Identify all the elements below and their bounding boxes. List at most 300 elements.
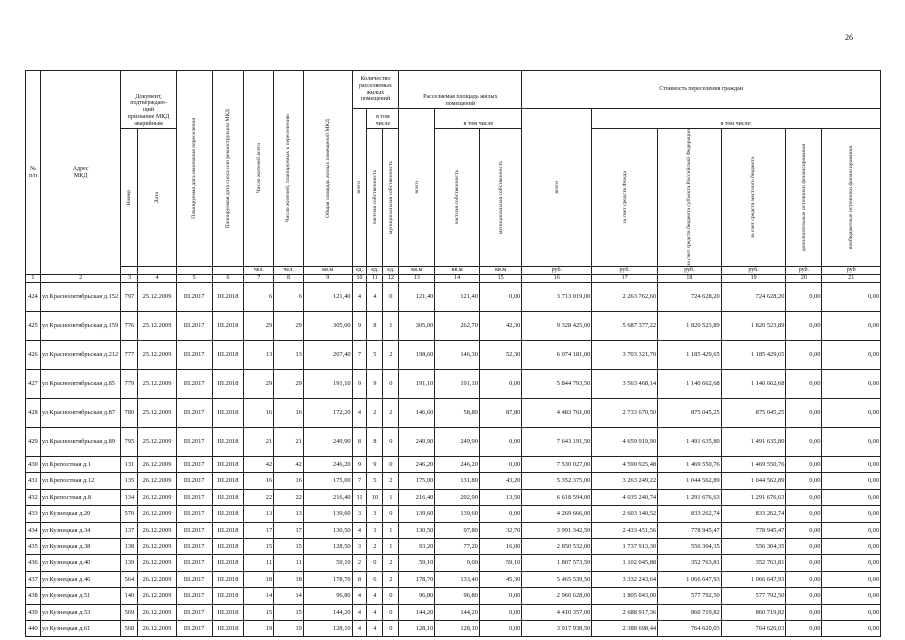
row-residents-planned: 29: [274, 370, 304, 399]
row-doc-number: 569: [121, 604, 138, 620]
row-planned-demolition: III.2018: [212, 473, 244, 489]
row-planned-end: III.2017: [176, 457, 212, 473]
column-number: 20: [786, 275, 822, 283]
table-row: [26, 341, 881, 370]
row-doc-date: 26.12.2009: [138, 506, 176, 522]
row-cost-subject: 1 469 550,76: [658, 457, 722, 473]
row-total-area: 128,50: [303, 538, 352, 554]
row-total-area: 175,00: [303, 473, 352, 489]
row-area-private: 246,20: [435, 457, 480, 473]
row-count-municipal: 1: [383, 489, 399, 505]
row-doc-date: 26.12.2009: [138, 620, 176, 636]
row-cost-total: 5 352 375,00: [522, 473, 592, 489]
row-cost-unnecessary: 0,00: [822, 283, 881, 312]
table-row: [26, 399, 881, 428]
unit-rub-1: руб.: [522, 267, 592, 275]
row-planned-end: III.2017: [176, 370, 212, 399]
row-planned-demolition: III.2018: [212, 538, 244, 554]
row-total-area: 191,10: [303, 370, 352, 399]
row-cost-fund: 2 603 140,52: [592, 506, 658, 522]
header-area-total: всего: [399, 109, 435, 267]
row-cost-total: 1 807 573,50: [522, 555, 592, 571]
row-residents-total: 29: [244, 370, 274, 399]
row-cost-total: 4 269 666,00: [522, 506, 592, 522]
row-cost-fund: 3 563 468,14: [592, 370, 658, 399]
row-cost-additional: 0,00: [786, 571, 822, 587]
row-count-total: 4: [352, 283, 367, 312]
row-cost-subject: 1 291 676,63: [658, 489, 722, 505]
row-total-area: 130,50: [303, 522, 352, 538]
row-total-area: 96,80: [303, 588, 352, 604]
header-address: Адрес МКД: [40, 71, 121, 275]
row-count-municipal: 0: [383, 604, 399, 620]
row-doc-date: 26.12.2009: [138, 604, 176, 620]
row-count-municipal: 0: [383, 457, 399, 473]
row-residents-total: 16: [244, 399, 274, 428]
row-cost-additional: 0,00: [786, 457, 822, 473]
row-number: 438: [26, 588, 41, 604]
row-residents-planned: 42: [274, 457, 304, 473]
row-doc-number: 795: [121, 428, 138, 457]
row-area-private: 133,40: [435, 571, 480, 587]
row-address: ул Кузнецкая д.46: [40, 571, 121, 587]
row-cost-subject: 875 045,25: [658, 399, 722, 428]
row-number: 431: [26, 473, 41, 489]
row-area-total: 93,20: [399, 538, 435, 554]
row-cost-additional: 0,00: [786, 473, 822, 489]
row-cost-unnecessary: 0,00: [822, 522, 881, 538]
row-area-private: 139,60: [435, 506, 480, 522]
row-area-total: 191,10: [399, 370, 435, 399]
row-doc-number: 570: [121, 506, 138, 522]
row-cost-local: 875 045,25: [721, 399, 786, 428]
row-residents-planned: 19: [274, 620, 304, 636]
row-doc-number: 135: [121, 473, 138, 489]
row-doc-number: 138: [121, 538, 138, 554]
header-cost-local: за счет средств местного бюджета: [721, 129, 786, 267]
row-doc-date: 25.12.2009: [138, 312, 176, 341]
row-cost-additional: 0,00: [786, 428, 822, 457]
header-cost-subject: за счет средств бюджета субъекта Российской Федерации: [658, 129, 722, 267]
row-total-area: 249,90: [303, 428, 352, 457]
row-area-total: 249,90: [399, 428, 435, 457]
row-planned-end: III.2017: [176, 506, 212, 522]
row-area-municipal: 52,30: [479, 341, 521, 370]
row-number: 430: [26, 457, 41, 473]
row-planned-demolition: III.2018: [212, 555, 244, 571]
row-cost-local: 352 763,81: [721, 555, 786, 571]
row-planned-end: III.2017: [176, 473, 212, 489]
row-cost-local: 556 304,35: [721, 538, 786, 554]
unit-sqm-2: кв.м: [399, 267, 435, 275]
row-address: ул Краснооктябрьская д.152: [40, 283, 121, 312]
row-residents-planned: 14: [274, 588, 304, 604]
row-count-municipal: 2: [383, 571, 399, 587]
column-number: 8: [274, 275, 304, 283]
header-doc-number: Номер: [121, 129, 138, 267]
row-address: ул Кузнецкая д.34: [40, 522, 121, 538]
row-cost-fund: 2 433 451,56: [592, 522, 658, 538]
row-cost-local: 1 291 676,63: [721, 489, 786, 505]
row-area-private: 202,90: [435, 489, 480, 505]
header-cost-fund: за счет средств Фонда: [592, 129, 658, 267]
row-planned-end: III.2017: [176, 522, 212, 538]
row-cost-additional: 0,00: [786, 312, 822, 341]
row-area-municipal: 0,00: [479, 604, 521, 620]
row-cost-total: 9 328 425,00: [522, 312, 592, 341]
row-number: 433: [26, 506, 41, 522]
column-number: 2: [40, 275, 121, 283]
row-cost-subject: 764 620,03: [658, 620, 722, 636]
row-residents-planned: 13: [274, 506, 304, 522]
row-count-total: 2: [352, 555, 367, 571]
row-planned-demolition: III.2018: [212, 489, 244, 505]
table-row: [26, 489, 881, 505]
row-cost-fund: 4 035 240,74: [592, 489, 658, 505]
table-row: [26, 522, 881, 538]
row-doc-number: 137: [121, 522, 138, 538]
table-row: [26, 588, 881, 604]
unit-rub-3: руб.: [658, 267, 722, 275]
row-cost-additional: 0,00: [786, 370, 822, 399]
row-doc-date: 26.12.2009: [138, 457, 176, 473]
header-planned-demolition: Планируемая дата сноса или реконструкции МКД: [212, 71, 244, 267]
row-cost-unnecessary: 0,00: [822, 538, 881, 554]
row-count-private: 4: [367, 283, 383, 312]
row-doc-number: 779: [121, 370, 138, 399]
row-count-total: 9: [352, 312, 367, 341]
row-cost-local: 1 469 550,76: [721, 457, 786, 473]
row-doc-date: 26.12.2009: [138, 555, 176, 571]
row-area-private: 191,10: [435, 370, 480, 399]
row-residents-total: 19: [244, 620, 274, 636]
row-count-private: 4: [367, 604, 383, 620]
header-count-group: Количество расселяемых жилых помещений: [352, 71, 399, 109]
row-count-municipal: 0: [383, 370, 399, 399]
row-planned-end: III.2017: [176, 555, 212, 571]
row-planned-demolition: III.2018: [212, 604, 244, 620]
row-doc-number: 134: [121, 489, 138, 505]
row-address: ул Краснооктябрьская д.89: [40, 428, 121, 457]
row-area-private: 249,90: [435, 428, 480, 457]
row-doc-number: 777: [121, 341, 138, 370]
row-cost-total: 5 844 793,50: [522, 370, 592, 399]
row-total-area: 121,40: [303, 283, 352, 312]
row-cost-local: 833 262,74: [721, 506, 786, 522]
row-cost-unnecessary: 0,00: [822, 489, 881, 505]
row-cost-fund: 1 102 045,88: [592, 555, 658, 571]
unit-rub-5: руб.: [786, 267, 822, 275]
row-residents-planned: 18: [274, 571, 304, 587]
row-cost-additional: 0,00: [786, 522, 822, 538]
row-cost-additional: 0,00: [786, 555, 822, 571]
table-row: [26, 428, 881, 457]
row-count-municipal: 0: [383, 428, 399, 457]
column-number: 14: [435, 275, 480, 283]
row-cost-additional: 0,00: [786, 341, 822, 370]
row-address: ул Кузнецкая д.61: [40, 620, 121, 636]
row-doc-date: 25.12.2009: [138, 399, 176, 428]
row-planned-demolition: III.2018: [212, 506, 244, 522]
column-number: 7: [244, 275, 274, 283]
row-number: 426: [26, 341, 41, 370]
row-residents-planned: 21: [274, 428, 304, 457]
row-total-area: 246,20: [303, 457, 352, 473]
header-doc-date: Дата: [138, 129, 176, 267]
row-count-municipal: 0: [383, 620, 399, 636]
row-cost-unnecessary: 0,00: [822, 399, 881, 428]
row-area-municipal: 0,00: [479, 283, 521, 312]
row-residents-total: 18: [244, 571, 274, 587]
row-cost-unnecessary: 0,00: [822, 555, 881, 571]
row-area-municipal: 45,30: [479, 571, 521, 587]
row-cost-additional: 0,00: [786, 399, 822, 428]
column-number: 18: [658, 275, 722, 283]
row-count-municipal: 0: [383, 506, 399, 522]
unit-ed-2: ед.: [367, 267, 383, 275]
row-address: ул Краснооктябрьская д.85: [40, 370, 121, 399]
row-count-total: 9: [352, 370, 367, 399]
header-count-total: всего: [352, 109, 367, 267]
row-total-area: 144,20: [303, 604, 352, 620]
row-count-private: 5: [367, 341, 383, 370]
row-planned-end: III.2017: [176, 571, 212, 587]
column-number: 12: [383, 275, 399, 283]
row-address: ул Краснооктябрьская д.212: [40, 341, 121, 370]
row-area-total: 144,20: [399, 604, 435, 620]
row-planned-demolition: III.2018: [212, 620, 244, 636]
unit-sqm: кв.м: [303, 267, 352, 275]
row-total-area: 216,40: [303, 489, 352, 505]
unit-ed-1: ед.: [352, 267, 367, 275]
table-row: [26, 312, 881, 341]
row-count-municipal: 0: [383, 283, 399, 312]
row-area-total: 121,40: [399, 283, 435, 312]
row-count-private: 3: [367, 506, 383, 522]
row-cost-subject: 724 628,20: [658, 283, 722, 312]
row-residents-planned: 15: [274, 538, 304, 554]
row-planned-end: III.2017: [176, 341, 212, 370]
row-cost-additional: 0,00: [786, 538, 822, 554]
row-cost-unnecessary: 0,00: [822, 473, 881, 489]
row-residents-total: 16: [244, 473, 274, 489]
row-doc-date: 26.12.2009: [138, 571, 176, 587]
row-planned-demolition: III.2018: [212, 312, 244, 341]
column-number: 13: [399, 275, 435, 283]
row-number: 440: [26, 620, 41, 636]
row-area-total: 96,80: [399, 588, 435, 604]
unit-people-1: чел.: [244, 267, 274, 275]
row-area-municipal: 0,00: [479, 620, 521, 636]
row-cost-fund: 3 703 321,70: [592, 341, 658, 370]
table-row: [26, 283, 881, 312]
row-cost-local: 860 719,82: [721, 604, 786, 620]
row-doc-date: 26.12.2009: [138, 473, 176, 489]
row-area-total: 146,60: [399, 399, 435, 428]
row-cost-local: 577 792,50: [721, 588, 786, 604]
row-total-area: 59,10: [303, 555, 352, 571]
row-area-total: 216,40: [399, 489, 435, 505]
column-number: 16: [522, 275, 592, 283]
row-planned-demolition: III.2018: [212, 341, 244, 370]
row-cost-unnecessary: 0,00: [822, 457, 881, 473]
row-cost-subject: 352 763,81: [658, 555, 722, 571]
row-planned-end: III.2017: [176, 604, 212, 620]
row-address: ул Кузнецкая д.53: [40, 604, 121, 620]
row-planned-demolition: III.2018: [212, 370, 244, 399]
row-area-private: 58,80: [435, 399, 480, 428]
row-doc-date: 26.12.2009: [138, 588, 176, 604]
row-area-private: 96,80: [435, 588, 480, 604]
row-total-area: 128,10: [303, 620, 352, 636]
row-area-municipal: 13,50: [479, 489, 521, 505]
row-planned-demolition: III.2018: [212, 283, 244, 312]
row-address: ул Кузнецкая д.38: [40, 538, 121, 554]
row-cost-local: 1 066 647,93: [721, 571, 786, 587]
row-total-area: 172,20: [303, 399, 352, 428]
row-cost-unnecessary: 0,00: [822, 571, 881, 587]
table-row: [26, 571, 881, 587]
row-doc-number: 131: [121, 457, 138, 473]
row-count-municipal: 1: [383, 522, 399, 538]
row-count-total: 8: [352, 571, 367, 587]
row-residents-planned: 16: [274, 473, 304, 489]
column-number: 10: [352, 275, 367, 283]
row-cost-additional: 0,00: [786, 604, 822, 620]
unit-ed-3: ед.: [383, 267, 399, 275]
table-row: [26, 538, 881, 554]
unit-empty-d: [212, 267, 244, 275]
row-count-total: 4: [352, 604, 367, 620]
table-row: [26, 620, 881, 636]
row-cost-unnecessary: 0,00: [822, 428, 881, 457]
row-residents-total: 29: [244, 312, 274, 341]
row-cost-fund: 3 263 249,22: [592, 473, 658, 489]
row-cost-fund: 2 733 670,50: [592, 399, 658, 428]
row-area-municipal: 87,80: [479, 399, 521, 428]
row-count-total: 3: [352, 538, 367, 554]
row-cost-unnecessary: 0,00: [822, 588, 881, 604]
row-cost-total: 7 530 027,00: [522, 457, 592, 473]
row-cost-fund: 1 737 913,30: [592, 538, 658, 554]
row-area-private: 131,80: [435, 473, 480, 489]
row-residents-total: 11: [244, 555, 274, 571]
row-area-private: 128,10: [435, 620, 480, 636]
row-count-total: 7: [352, 473, 367, 489]
unit-sqm-4: кв.м: [479, 267, 521, 275]
header-area-private: частная собственность: [435, 129, 480, 267]
row-cost-subject: 1 044 562,89: [658, 473, 722, 489]
column-number: 15: [479, 275, 521, 283]
row-area-total: 128,10: [399, 620, 435, 636]
unit-empty-a: [121, 267, 138, 275]
header-area-including: в том числе: [435, 109, 522, 129]
row-count-total: 8: [352, 428, 367, 457]
row-number: 424: [26, 283, 41, 312]
row-doc-date: 26.12.2009: [138, 522, 176, 538]
header-count-municipal: муниципальная собственность: [383, 129, 399, 267]
row-doc-number: 776: [121, 312, 138, 341]
row-cost-unnecessary: 0,00: [822, 312, 881, 341]
row-doc-date: 25.12.2009: [138, 428, 176, 457]
row-count-total: 3: [352, 506, 367, 522]
row-cost-local: 1 491 635,80: [721, 428, 786, 457]
header-total-area: Общая площадь жилых помещений МКД: [303, 71, 352, 267]
header-planned-end: Планируемая дата окончания переселения: [176, 71, 212, 267]
row-cost-subject: 833 262,74: [658, 506, 722, 522]
table-row: [26, 370, 881, 399]
row-area-municipal: 0,00: [479, 370, 521, 399]
row-number: 439: [26, 604, 41, 620]
row-planned-end: III.2017: [176, 428, 212, 457]
column-number-row: [26, 275, 881, 283]
unit-rub-6: руб: [822, 267, 881, 275]
row-count-private: 2: [367, 538, 383, 554]
row-residents-planned: 13: [274, 341, 304, 370]
row-count-municipal: 2: [383, 341, 399, 370]
row-cost-total: 3 917 938,50: [522, 620, 592, 636]
unit-empty-b: [138, 267, 176, 275]
row-planned-demolition: III.2018: [212, 428, 244, 457]
resettlement-table: [25, 70, 881, 637]
row-planned-end: III.2017: [176, 538, 212, 554]
header-residents-total: Число жителей всего: [244, 71, 274, 267]
row-address: ул Краснооктябрьская д.159: [40, 312, 121, 341]
row-cost-fund: 4 590 925,48: [592, 457, 658, 473]
row-address: ул Крепостная д.1: [40, 457, 121, 473]
row-doc-date: 25.12.2009: [138, 370, 176, 399]
row-cost-unnecessary: 0,00: [822, 341, 881, 370]
row-number: 435: [26, 538, 41, 554]
header-area-municipal: муниципальная собственность: [479, 129, 521, 267]
row-residents-total: 6: [244, 283, 274, 312]
row-number: 425: [26, 312, 41, 341]
row-planned-end: III.2017: [176, 588, 212, 604]
row-cost-local: 764 620,03: [721, 620, 786, 636]
row-area-municipal: 42,30: [479, 312, 521, 341]
row-cost-total: 6 074 181,00: [522, 341, 592, 370]
row-doc-number: 139: [121, 555, 138, 571]
header-cost-total: всего: [522, 109, 592, 267]
row-total-area: 139,60: [303, 506, 352, 522]
row-cost-local: 1 185 429,65: [721, 341, 786, 370]
row-area-private: 144,20: [435, 604, 480, 620]
row-cost-subject: 1 140 662,68: [658, 370, 722, 399]
row-cost-additional: 0,00: [786, 588, 822, 604]
table-row: [26, 604, 881, 620]
row-area-total: 139,60: [399, 506, 435, 522]
row-total-area: 305,00: [303, 312, 352, 341]
row-cost-fund: 2 388 698,44: [592, 620, 658, 636]
row-cost-local: 1 140 662,68: [721, 370, 786, 399]
row-cost-fund: 1 805 043,00: [592, 588, 658, 604]
row-area-total: 175,00: [399, 473, 435, 489]
row-residents-total: 13: [244, 341, 274, 370]
row-cost-additional: 0,00: [786, 489, 822, 505]
row-area-municipal: 0,00: [479, 428, 521, 457]
row-number: 436: [26, 555, 41, 571]
header-count-private: частная собственность: [367, 129, 383, 267]
row-count-private: 6: [367, 571, 383, 587]
row-area-private: 146,30: [435, 341, 480, 370]
column-number: 1: [26, 275, 41, 283]
row-count-private: 5: [367, 473, 383, 489]
row-area-private: 97,80: [435, 522, 480, 538]
row-count-total: 4: [352, 399, 367, 428]
table-row: [26, 457, 881, 473]
row-doc-number: 564: [121, 571, 138, 587]
row-residents-total: 17: [244, 522, 274, 538]
